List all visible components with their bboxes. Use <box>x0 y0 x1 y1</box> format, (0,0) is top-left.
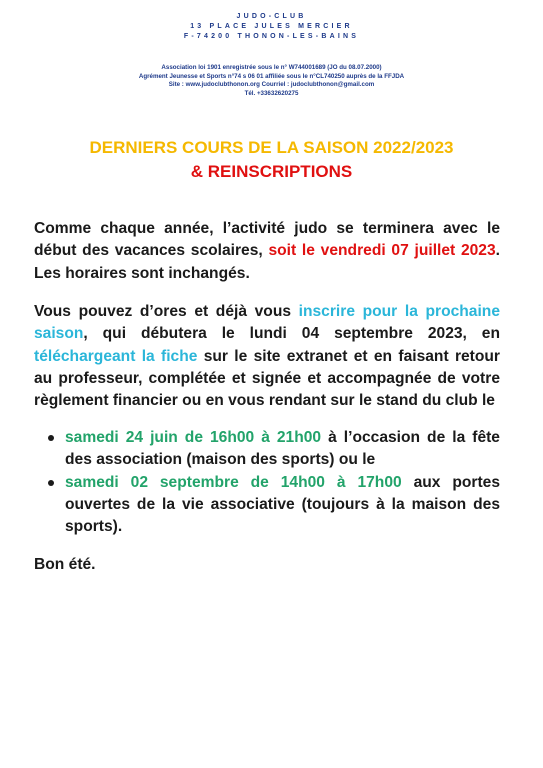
letterhead <box>0 12 543 98</box>
bullet-icon <box>48 435 54 441</box>
paragraph-text: Vous pouvez d’ores et déjà vous <box>34 303 299 320</box>
club-name: JUDO-CLUB <box>236 13 307 20</box>
page-subtitle: & REINSCRIPTIONS <box>190 162 353 181</box>
paragraph-text: , qui débutera le lundi 04 septembre 2023, en <box>83 325 500 343</box>
stand-dates-list <box>34 427 500 538</box>
page-title: DERNIERS COURS DE LA SAISON 2022/2023 <box>89 138 454 157</box>
association-registration: Association loi 1901 enregistrée sous le n° W744001689 (JO du 08.07.2000) <box>161 64 382 71</box>
association-info <box>0 64 543 98</box>
title-block <box>0 136 543 184</box>
date-highlight: samedi 24 juin de 16h00 à 21h00 <box>65 429 322 446</box>
club-city: F-74200 THONON-LES-BAINS <box>183 33 360 40</box>
paragraph-text: . Les horaires sont inchangés. <box>34 242 501 282</box>
list-item-text: à l’occasion de la fête des association (maison des sports) ou le <box>65 429 500 469</box>
association-phone: Tél. +33632620275 <box>244 89 299 97</box>
date-highlight: samedi 02 septembre de 14h00 à 17h00 <box>65 473 402 491</box>
association-contact: Site : www.judoclubthonon.org Courriel : judoclubthonon@gmail.com <box>168 81 375 89</box>
club-street: 13 PLACE JULES MERCIER <box>190 23 353 30</box>
bullet-icon <box>48 480 54 486</box>
list-item-text: aux portes ouvertes de la vie associative (toujours à la maison des sports). <box>65 473 501 536</box>
paragraph-text: Comme chaque année, l’activité judo se terminera avec le début des vacances scolaires, <box>34 220 500 260</box>
download-form-highlight: téléchargeant la fiche <box>34 347 198 365</box>
list-item <box>34 427 500 472</box>
paragraph-end-of-season <box>34 218 500 285</box>
last-class-date-highlight: soit le vendredi 07 juillet 2023 <box>268 242 496 260</box>
paragraph-registration <box>34 301 500 412</box>
paragraph-text: sur le site extranet et en faisant retour au professeur, complétée et signée et accompagnée de votre règlement financier ou en vous rendant sur le stand du club le <box>34 347 500 410</box>
closing-line: Bon été. <box>34 556 96 573</box>
association-approval: Agrément Jeunesse et Sports n°74 s 06 01 affiliée sous le n°CL740250 auprès de la FFJDA <box>138 72 405 80</box>
register-highlight: inscrire pour la prochaine saison <box>34 303 500 343</box>
list-item <box>34 472 500 539</box>
